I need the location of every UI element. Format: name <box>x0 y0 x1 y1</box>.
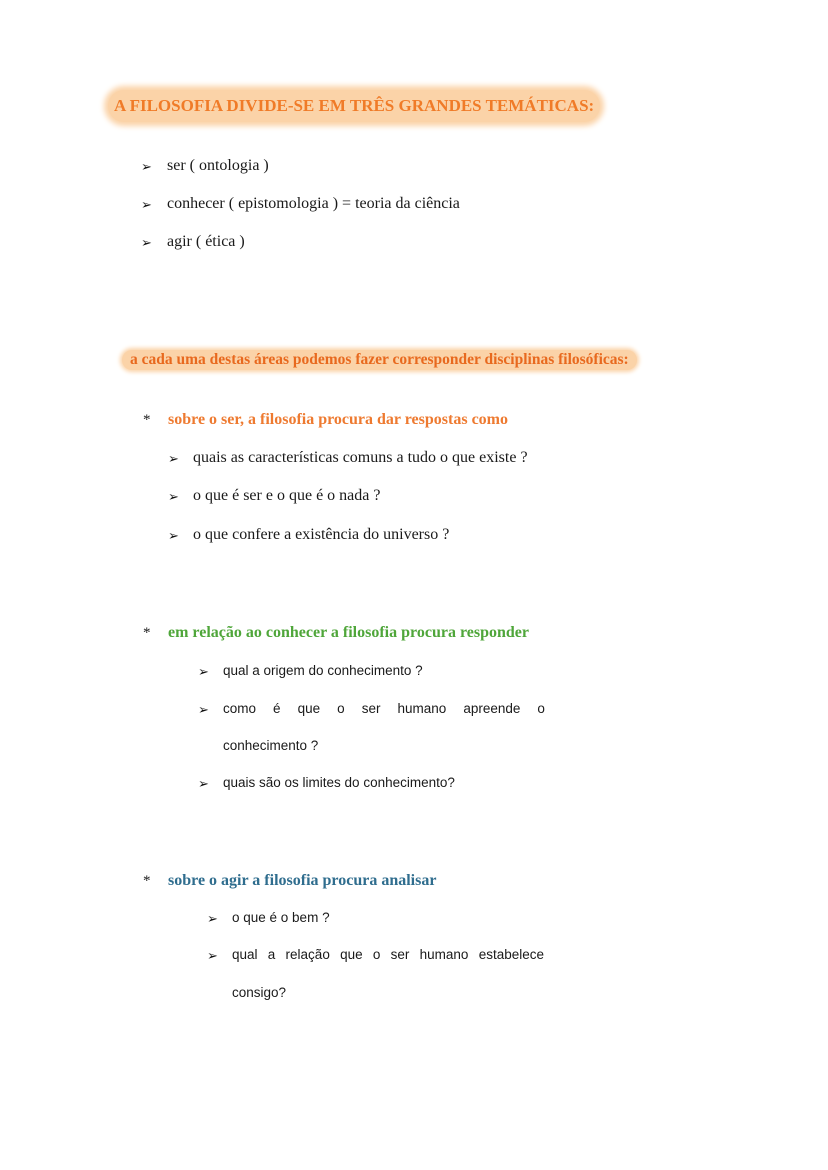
word: como <box>223 701 257 716</box>
word: relação <box>285 947 330 962</box>
section-title-ser: sobre o ser, a filosofia procura dar respostas como <box>168 411 508 428</box>
word: humano <box>397 701 447 716</box>
heading-highlight-1 <box>108 90 600 122</box>
list-item-continuation: consigo? <box>232 985 287 1000</box>
list-item: o que é o bem ? <box>232 910 330 925</box>
list-item-continuation: conhecimento ? <box>223 738 319 753</box>
sub-heading: a cada uma destas áreas podemos fazer corresponder disciplinas filosóficas: <box>130 351 629 368</box>
arrow-bullet-icon: ➢ <box>168 528 179 543</box>
section-title-agir: sobre o agir a filosofia procura analisar <box>168 872 437 889</box>
star-bullet-icon: * <box>143 873 151 889</box>
arrow-bullet-icon: ➢ <box>198 702 209 717</box>
arrow-bullet-icon: ➢ <box>198 664 209 679</box>
heading-highlight-2 <box>122 350 637 370</box>
main-heading: A FILOSOFIA DIVIDE-SE EM TRÊS GRANDES TEMÁTICAS: <box>114 96 595 115</box>
theme-item: ser ( ontologia ) <box>167 157 269 174</box>
word: o <box>372 947 381 962</box>
arrow-bullet-icon: ➢ <box>168 489 179 504</box>
list-item: o que confere a existência do universo ? <box>193 526 450 543</box>
list-item: qual a origem do conhecimento ? <box>223 663 423 678</box>
word: humano <box>419 947 469 962</box>
word: o <box>537 701 545 716</box>
theme-item: conhecer ( epistomologia ) = teoria da ciência <box>167 195 460 212</box>
list-item-line <box>223 701 545 716</box>
word: é <box>273 701 281 716</box>
word: que <box>297 701 321 716</box>
word: estabelece <box>478 947 544 962</box>
word: a <box>267 947 276 962</box>
word: o <box>337 701 345 716</box>
word: qual <box>232 947 258 962</box>
arrow-bullet-icon: ➢ <box>141 197 152 212</box>
arrow-bullet-icon: ➢ <box>168 451 179 466</box>
arrow-bullet-icon: ➢ <box>207 911 218 926</box>
arrow-bullet-icon: ➢ <box>198 776 209 791</box>
word: apreende <box>463 701 521 716</box>
star-bullet-icon: * <box>143 625 151 641</box>
arrow-bullet-icon: ➢ <box>207 948 218 963</box>
word: que <box>340 947 363 962</box>
arrow-bullet-icon: ➢ <box>141 235 152 250</box>
section-title-conhecer: em relação ao conhecer a filosofia procura responder <box>168 624 529 641</box>
star-bullet-icon: * <box>143 412 151 428</box>
word: ser <box>361 701 381 716</box>
list-item: quais as características comuns a tudo o que existe ? <box>193 449 528 466</box>
theme-item: agir ( ética ) <box>167 233 245 250</box>
list-item: quais são os limites do conhecimento? <box>223 775 455 790</box>
arrow-bullet-icon: ➢ <box>141 159 152 174</box>
list-item: o que é ser e o que é o nada ? <box>193 487 381 504</box>
list-item-line <box>232 947 544 962</box>
word: ser <box>390 947 410 962</box>
